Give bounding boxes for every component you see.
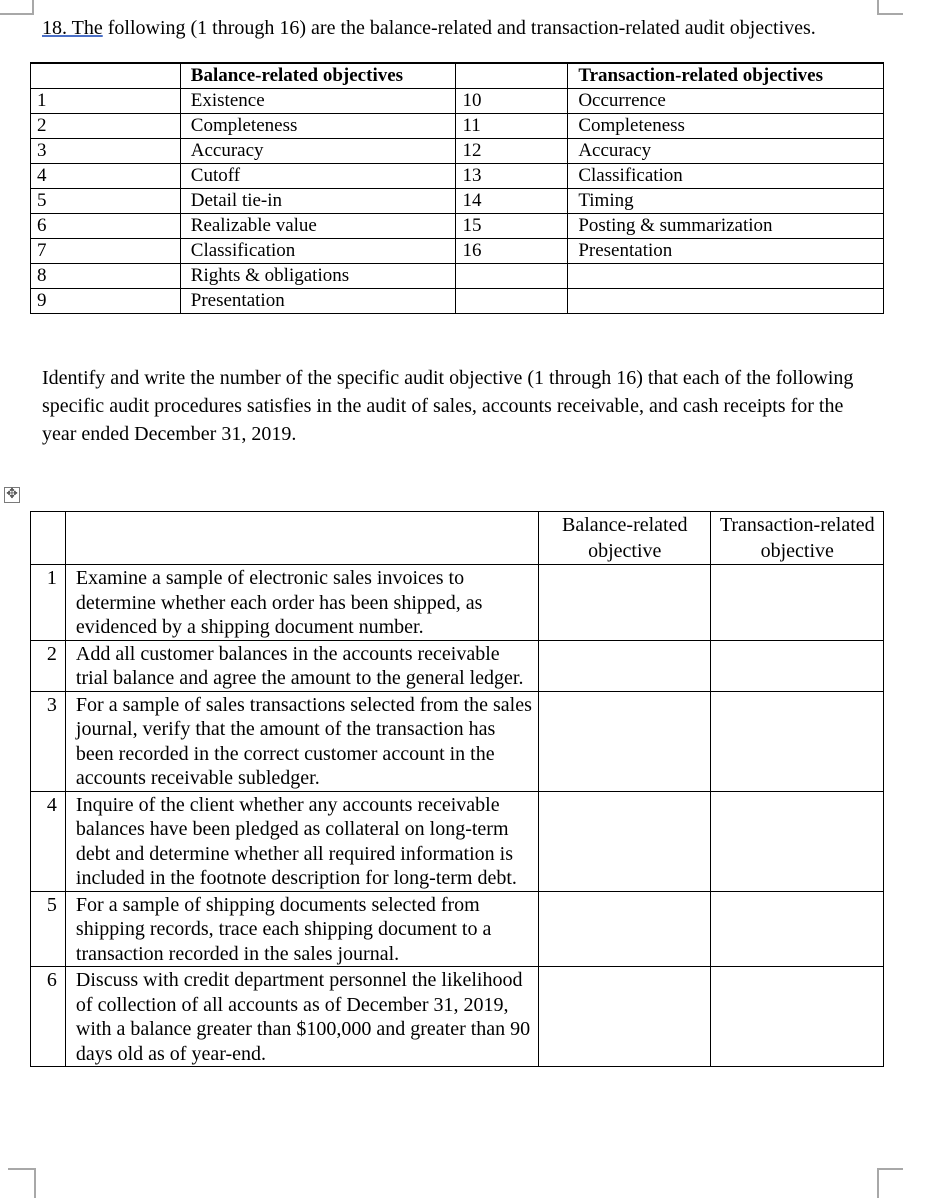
balance-objective-number: 8 (31, 264, 181, 289)
transaction-objective-answer-cell[interactable] (711, 967, 884, 1067)
balance-objective-answer-cell[interactable] (538, 640, 711, 691)
objective-row (31, 164, 884, 189)
transaction-objective-name: Posting & summarization (568, 214, 884, 239)
procedures-table (30, 511, 884, 1067)
balance-objective-name: Completeness (180, 114, 456, 139)
transaction-objective-answer-cell[interactable] (711, 791, 884, 891)
procedure-number: 5 (31, 891, 66, 967)
transaction-objective-number: 15 (456, 214, 568, 239)
transaction-objective-name: Classification (568, 164, 884, 189)
crop-mark-top-left-h (0, 13, 34, 15)
crop-mark-top-left (32, 0, 34, 14)
question-text: following (1 through 16) are the balance-related and transaction-related audit objectives. (102, 17, 816, 39)
move-arrows-icon[interactable]: ✥ (4, 487, 20, 503)
objective-row (31, 239, 884, 264)
balance-objective-number: 1 (31, 89, 181, 114)
objectives-header-row (31, 63, 884, 89)
objectives-table (30, 62, 884, 314)
procedure-number: 3 (31, 691, 66, 791)
procedures-body (31, 565, 884, 1067)
procedure-row (31, 791, 884, 891)
header-blank-cell (31, 63, 181, 89)
transaction-objective-name (568, 289, 884, 314)
transaction-objective-name: Timing (568, 189, 884, 214)
balance-objective-number: 2 (31, 114, 181, 139)
header-blank-cell (65, 512, 538, 565)
balance-objective-number: 9 (31, 289, 181, 314)
transaction-objective-answer-cell[interactable] (711, 691, 884, 791)
transaction-objective-name: Occurrence (568, 89, 884, 114)
transaction-objective-number: 16 (456, 239, 568, 264)
balance-objective-name: Presentation (180, 289, 456, 314)
procedures-header-row (31, 512, 884, 565)
transaction-objective-number: 12 (456, 139, 568, 164)
transaction-objective-number (456, 289, 568, 314)
objective-row (31, 189, 884, 214)
balance-objectives-header: Balance-related objectives (180, 63, 456, 89)
procedure-number: 1 (31, 565, 66, 641)
objectives-body (31, 89, 884, 314)
procedure-number: 2 (31, 640, 66, 691)
transaction-objective-number: 13 (456, 164, 568, 189)
balance-objective-name: Accuracy (180, 139, 456, 164)
header-blank-cell (31, 512, 66, 565)
transaction-objective-answer-cell[interactable] (711, 565, 884, 641)
crop-mark-bottom-right (877, 1168, 879, 1198)
crop-mark-bottom-left (34, 1168, 36, 1198)
balance-objective-number: 6 (31, 214, 181, 239)
procedure-number: 4 (31, 791, 66, 891)
balance-objective-answer-cell[interactable] (538, 691, 711, 791)
transaction-objective-number: 11 (456, 114, 568, 139)
balance-objective-number: 4 (31, 164, 181, 189)
balance-objective-number: 7 (31, 239, 181, 264)
procedure-row (31, 891, 884, 967)
balance-objective-name: Detail tie-in (180, 189, 456, 214)
balance-objective-name: Classification (180, 239, 456, 264)
objective-row (31, 214, 884, 239)
balance-objective-answer-cell[interactable] (538, 891, 711, 967)
procedure-row (31, 691, 884, 791)
procedure-description: For a sample of shipping documents selected from shipping records, trace each shipping document to a transaction recorded in the sales journal. (65, 891, 538, 967)
instructions-text: Identify and write the number of the specific audit objective (1 through 16) that each of the following specific audit procedures satisfies in the audit of sales, accounts receivable, and cash receipts for the year ended December 31, 2019. (42, 367, 854, 445)
balance-objective-answer-cell[interactable] (538, 791, 711, 891)
header-blank-cell (456, 63, 568, 89)
procedure-number: 6 (31, 967, 66, 1067)
crop-mark-bottom-right-h (877, 1168, 903, 1170)
transaction-objective-answer-cell[interactable] (711, 640, 884, 691)
procedure-description: For a sample of sales transactions selected from the sales journal, verify that the amount of the transaction has been recorded in the correct customer account in the accounts receivable subledger. (65, 691, 538, 791)
balance-objective-answer-cell[interactable] (538, 967, 711, 1067)
procedure-description: Discuss with credit department personnel the likelihood of collection of all accounts as of December 31, 2019, with a balance greater than $100,000 and greater than 90 days old as of year-end. (65, 967, 538, 1067)
crop-mark-top-right (877, 0, 879, 14)
objective-row (31, 264, 884, 289)
procedure-description: Inquire of the client whether any accounts receivable balances have been pledged as collateral on long-term debt and determine whether all required information is included in the footnote description for long-term debt. (65, 791, 538, 891)
transaction-objective-answer-cell[interactable] (711, 891, 884, 967)
procedure-description: Add all customer balances in the accounts receivable trial balance and agree the amount to the general ledger. (65, 640, 538, 691)
question-number: 18. The (42, 17, 103, 39)
transaction-objectives-header: Transaction-related objectives (568, 63, 884, 89)
transaction-objective-name: Completeness (568, 114, 884, 139)
balance-objective-number: 5 (31, 189, 181, 214)
balance-objective-number: 3 (31, 139, 181, 164)
balance-objective-answer-cell[interactable] (538, 565, 711, 641)
objective-row (31, 289, 884, 314)
crop-mark-top-right-h (877, 13, 903, 15)
transaction-objective-name (568, 264, 884, 289)
transaction-objective-name: Presentation (568, 239, 884, 264)
balance-objective-name: Cutoff (180, 164, 456, 189)
objective-row (31, 139, 884, 164)
crop-mark-bottom-left-h (8, 1168, 36, 1170)
balance-objective-header: Balance-related objective (538, 512, 711, 565)
transaction-objective-header: Transaction-related objective (711, 512, 884, 565)
procedure-description: Examine a sample of electronic sales invoices to determine whether each order has been shipped, as evidenced by a shipping document number. (65, 565, 538, 641)
balance-objective-name: Existence (180, 89, 456, 114)
procedure-row (31, 565, 884, 641)
transaction-objective-name: Accuracy (568, 139, 884, 164)
transaction-objective-number: 10 (456, 89, 568, 114)
procedure-row (31, 640, 884, 691)
objective-row (31, 114, 884, 139)
transaction-objective-number: 14 (456, 189, 568, 214)
balance-objective-name: Realizable value (180, 214, 456, 239)
objective-row (31, 89, 884, 114)
procedure-row (31, 967, 884, 1067)
balance-objective-name: Rights & obligations (180, 264, 456, 289)
transaction-objective-number (456, 264, 568, 289)
question-title (42, 16, 816, 40)
